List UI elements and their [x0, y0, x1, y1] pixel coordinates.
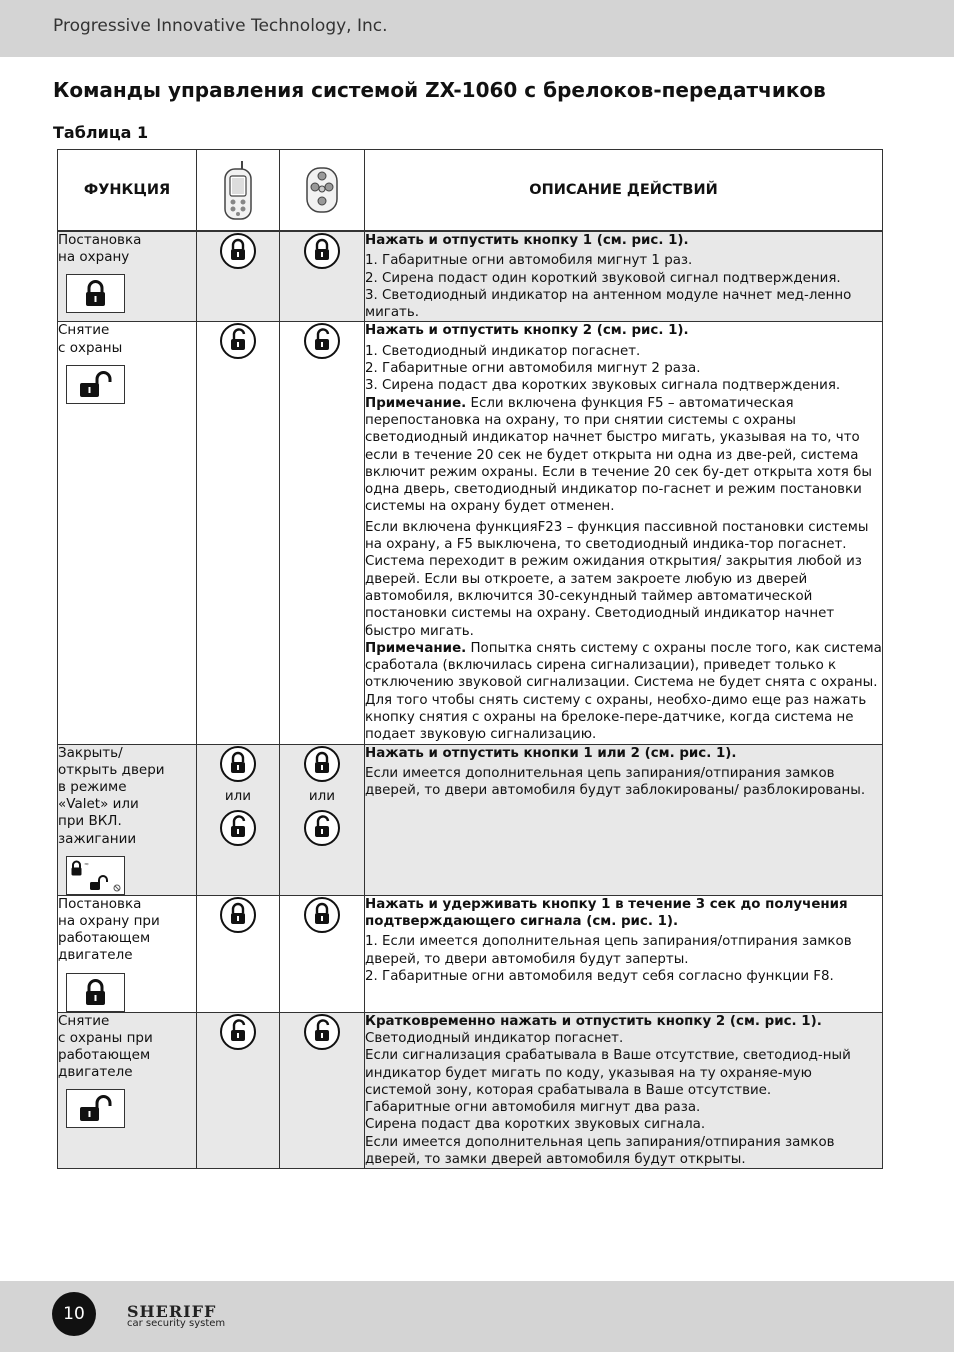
- fob-1-button-cell: [197, 231, 280, 322]
- lock-button-icon: [303, 745, 341, 783]
- description-lead: Нажать и отпустить кнопку 1 (см. рис. 1).: [365, 233, 689, 248]
- column-header-fob-2: [280, 150, 365, 232]
- column-header-function: ФУНКЦИЯ: [58, 150, 197, 232]
- description-cell: [365, 231, 883, 322]
- description-line: 2. Габаритные огни автомобиля мигнут 2 раза.: [365, 361, 701, 377]
- description-cell: [365, 744, 883, 895]
- description-line: Сирена подаст два коротких звуковых сигнала.: [365, 1117, 706, 1133]
- fob-2-button-cell: [280, 1012, 365, 1169]
- description-cell: [365, 1012, 883, 1169]
- fob-2-button-cell: [280, 744, 365, 895]
- fob-2-button-cell: [280, 231, 365, 322]
- note-label: Примечание.: [365, 640, 467, 656]
- fob-1-button-cell: [197, 744, 280, 895]
- door-lock-unlock-icon: [66, 856, 125, 895]
- lock-button-icon: [219, 896, 257, 934]
- description-line: 1. Габаритные огни автомобиля мигнут 1 раз.: [365, 253, 693, 269]
- description-line: 2. Сирена подаст один короткий звуковой сигнал подтверждения.: [365, 270, 841, 286]
- description-lead: Нажать и отпустить кнопки 1 или 2 (см. рис. 1).: [365, 745, 737, 761]
- description-line: Светодиодный индикатор погаснет.: [365, 1030, 624, 1046]
- unlock-button-icon: [219, 322, 257, 360]
- arm-lock-icon: [66, 973, 125, 1012]
- note-label: Примечание.: [365, 395, 467, 411]
- header-band: [0, 0, 954, 57]
- table-row: [58, 231, 883, 322]
- table-row: [58, 895, 883, 1012]
- function-cell: [58, 322, 197, 744]
- page-title: Команды управления системой ZX-1060 с брелоков-передатчиков: [53, 78, 826, 102]
- lock-button-icon: [219, 745, 257, 783]
- commands-table: [57, 149, 883, 1169]
- description-cell: [365, 895, 883, 1012]
- description-lead: Кратковременно нажать и отпустить кнопку 2 (см. рис. 1).: [365, 1013, 822, 1029]
- fob-2-button-cell: [280, 322, 365, 744]
- description-note: [365, 395, 882, 516]
- lock-button-icon: [303, 232, 341, 270]
- description-line: Если имеется дополнительная цепь запирания/отпирания замков дверей, то двери автомобиля будут заблокированы/ разблокированы.: [365, 765, 866, 799]
- unlock-button-icon: [303, 322, 341, 360]
- function-label: Снятие с охраны: [58, 322, 123, 356]
- svg-text:≈: ≈: [84, 860, 90, 868]
- unlock-button-icon: [303, 1013, 341, 1051]
- function-label: Снятие с охраны при работающем двигателе: [58, 1012, 153, 1081]
- description-line: Если сигнализация срабатывала в Ваше отсутствие, светодиод-ный индикатор будет мигать по коду, указывая на ту охраняе-мую системой зону, которая срабатывала в Ваше отсутствие.: [365, 1048, 851, 1098]
- function-label: Закрыть/ открыть двери в режиме «Valet» или при ВКЛ. зажигании: [58, 744, 165, 847]
- arm-lock-icon: [66, 274, 125, 313]
- function-cell: [58, 744, 197, 895]
- description-lead: Нажать и отпустить кнопку 2 (см. рис. 1).: [365, 323, 689, 339]
- table-row: [58, 322, 883, 744]
- fob-2-button-cell: [280, 895, 365, 1012]
- note-text: Попытка снять систему с охраны после того, как система сработала (включилась сирена сигнализации), приведет только к отключению звуковой сигнализации. Система не будет снята с охраны. Для того чтобы снять систему с охраны, необхо-димо еще раз нажать кнопку снятия с охраны на брелоке-пере-датчике, когда система не подает звуковую сигнализацию.: [365, 640, 882, 743]
- fob-1-button-cell: [197, 1012, 280, 1169]
- description-line: 3. Сирена подаст два коротких звуковых сигнала подтверждения.: [365, 378, 841, 394]
- brand-logo: SHERIFF: [127, 1302, 217, 1321]
- column-header-description: ОПИСАНИЕ ДЕЙСТВИЙ: [365, 150, 883, 232]
- fob-1-button-cell: [197, 895, 280, 1012]
- disarm-unlock-icon: [66, 365, 125, 404]
- lock-button-icon: [303, 896, 341, 934]
- or-label: или: [308, 787, 336, 804]
- unlock-button-icon: [219, 1013, 257, 1051]
- unlock-button-icon: [303, 809, 341, 847]
- description-cell: [365, 322, 883, 744]
- lcd-fob-icon: [221, 159, 255, 221]
- description-line: 1. Светодиодный индикатор погаснет.: [365, 343, 641, 359]
- brand-tagline: car security system: [127, 1318, 226, 1329]
- description-paragraph: Если включена функцияF23 – функция пассивной постановки системы на охрану, а F5 выключена, то светодиодный индика-тор погаснет. Система переходит в режим ожидания открытия/ закрытия любой из дверей. Если вы откроете, а затем закроете любую из дверей автомобиля, включится 30-секундный таймер автоматической постановки системы на охрану. Светодиодный индикатор начнет быстро мигать.: [365, 519, 869, 639]
- function-cell: [58, 1012, 197, 1169]
- function-label: Постановка на охрану: [58, 232, 142, 266]
- description-lead: Нажать и удерживать кнопку 1 в течение 3 сек до получения подтверждающего сигнала (см. рис. 1).: [365, 896, 848, 930]
- note-text: Если включена функция F5 – автоматическая перепостановка на охрану, то при снятии системы с охраны светодиодный индикатор начнет быстро мигать, указывая на то, что если в течение 20 сек не будет открыта ни одна из две-рей, система включит режим охраны. Если в течение 20 сек бу-дет открыта хотя бы одна дверь, светодиодный индикатор по-гаснет и режим постановки системы на охрану будет отменен.: [365, 395, 872, 515]
- description-line: Если имеется дополнительная цепь запирания/отпирания замков дверей, то замки дверей автомобиля будут открыты.: [365, 1134, 835, 1168]
- description-line: 3. Светодиодный индикатор на антенном модуле начнет мед-ленно мигать.: [365, 287, 852, 321]
- table-caption: Таблица 1: [53, 123, 149, 142]
- disarm-unlock-icon: [66, 1089, 125, 1128]
- or-label: или: [224, 787, 252, 804]
- description-note: [365, 640, 882, 744]
- description-line: 1. Если имеется дополнительная цепь запирания/отпирания замков дверей, то двери автомобиля будут заперты.: [365, 934, 852, 967]
- function-label: Постановка на охрану при работающем двигателе: [58, 895, 160, 964]
- remote-fob-icon: [304, 165, 340, 215]
- function-cell: [58, 231, 197, 322]
- lock-button-icon: [219, 232, 257, 270]
- table-header-row: [58, 150, 883, 232]
- fob-1-button-cell: [197, 322, 280, 744]
- column-header-fob-1: [197, 150, 280, 232]
- table-row: [58, 1012, 883, 1169]
- description-line: Габаритные огни автомобиля мигнут два раза.: [365, 1100, 701, 1116]
- page-number: 10: [52, 1292, 96, 1336]
- unlock-button-icon: [219, 809, 257, 847]
- table-row: [58, 744, 883, 895]
- description-line: 2. Габаритные огни автомобиля ведут себя согласно функции F8.: [365, 969, 834, 985]
- function-cell: [58, 895, 197, 1012]
- company-name: Progressive Innovative Technology, Inc.: [53, 16, 388, 36]
